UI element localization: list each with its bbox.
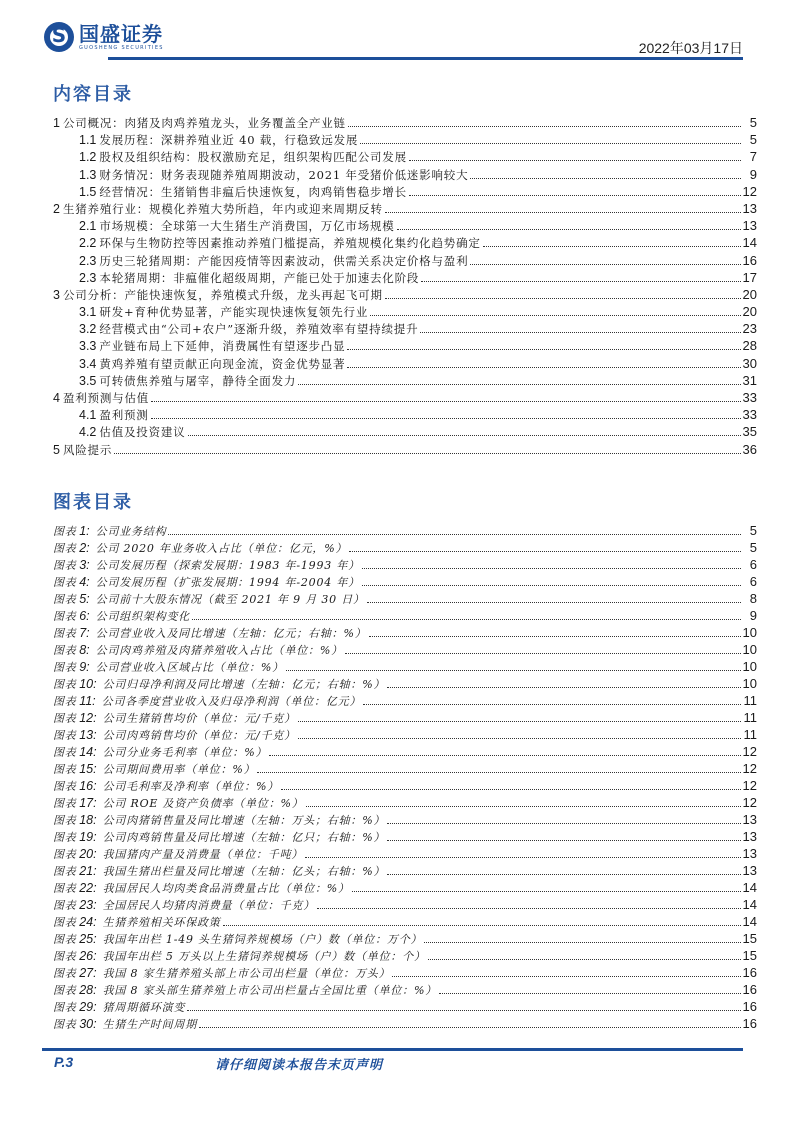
figure-page: 16	[742, 982, 757, 997]
figure-number: 21:	[79, 864, 97, 878]
figure-entry[interactable]	[53, 522, 757, 539]
figure-entry[interactable]	[53, 624, 757, 641]
leader-dots	[362, 568, 741, 569]
leader-dots	[387, 823, 740, 824]
leader-dots	[420, 332, 740, 333]
figure-entry[interactable]	[53, 760, 757, 777]
leader-dots	[151, 418, 741, 419]
figure-number: 9:	[79, 660, 90, 674]
disclaimer-note: 请仔细阅读本报告末页声明	[215, 1058, 384, 1073]
toc-entry-number: 4	[53, 391, 60, 405]
leader-dots	[387, 687, 740, 688]
leader-dots	[387, 840, 740, 841]
figure-number: 7:	[79, 626, 90, 640]
figure-entry[interactable]	[53, 998, 757, 1015]
leader-dots	[352, 891, 741, 892]
leader-dots	[347, 367, 740, 368]
logo-english-name: GUOSHENG SECURITIES	[79, 44, 164, 51]
toc-entry-page: 16	[742, 252, 757, 268]
figure-title: 我国居民人均肉类食品消费量占比（单位：%）	[102, 882, 350, 895]
figure-title: 公司归母净利润及同比增速（左轴：亿元；右轴：%）	[102, 678, 386, 691]
page-header	[0, 0, 793, 62]
figure-entry[interactable]	[53, 811, 757, 828]
figure-page: 10	[742, 642, 757, 657]
logo-chinese-name: 国盛证券	[79, 21, 163, 46]
toc-entry[interactable]	[53, 303, 757, 320]
figure-page: 10	[742, 676, 757, 691]
figure-page: 13	[742, 812, 757, 827]
leader-dots	[483, 246, 741, 247]
figure-label: 图表	[53, 678, 77, 691]
figure-title: 我国 8 家头部生猪养殖上市公司出栏量占全国比重（单位：%）	[102, 984, 438, 997]
figure-page: 13	[742, 829, 757, 844]
toc-entry-title: 黄鸡养殖有望贡献正向现金流，资金优势显著	[99, 356, 346, 371]
figure-number: 16:	[79, 779, 97, 793]
figure-number: 12:	[79, 711, 97, 725]
figure-label: 图表	[53, 950, 77, 963]
figure-page: 13	[742, 863, 757, 878]
toc-entry-number: 3.1	[79, 305, 97, 320]
toc-entry-number: 3	[53, 287, 60, 302]
leader-dots	[223, 925, 741, 926]
figure-number: 27:	[79, 966, 97, 980]
figure-label: 图表	[53, 542, 77, 555]
figure-title: 公司期间费用率（单位：%）	[102, 763, 256, 776]
toc-entry-title: 盈利预测	[99, 408, 149, 423]
toc-entry-page: 33	[742, 407, 757, 423]
toc-entry-title: 经营情况：生猪销售非瘟后快速恢复，肉鸡销售稳步增长	[99, 184, 407, 199]
figure-entry[interactable]	[53, 913, 757, 930]
figure-number: 6:	[79, 609, 90, 623]
figure-number: 13:	[79, 728, 97, 742]
figure-entry[interactable]	[53, 607, 757, 624]
figure-title: 公司发展历程（扩张发展期：1994 年-2004 年）	[95, 576, 360, 589]
toc-entry-page: 12	[742, 183, 757, 199]
figure-number: 19:	[79, 830, 97, 844]
figure-entry[interactable]	[53, 794, 757, 811]
figure-title: 我国年出栏 5 万头以上生猪饲养规模场（户）数（单位：个）	[102, 950, 426, 963]
toc-entry-page: 31	[742, 372, 757, 388]
figure-label: 图表	[53, 525, 77, 538]
figure-entry[interactable]	[53, 777, 757, 794]
leader-dots	[421, 281, 740, 282]
figure-title: 公司 ROE 及资产负债率（单位：%）	[102, 797, 304, 810]
figure-title: 我国生猪出栏量及同比增速（左轴：亿头；右轴：%）	[102, 865, 386, 878]
figure-entry[interactable]	[53, 590, 757, 607]
figure-page: 10	[742, 659, 757, 674]
leader-dots	[424, 942, 740, 943]
figure-page: 12	[742, 761, 757, 776]
leader-dots	[385, 298, 741, 299]
figure-label: 图表	[53, 865, 77, 878]
figure-page: 11	[743, 727, 757, 742]
figure-label: 图表	[53, 882, 77, 895]
figure-page: 15	[742, 931, 757, 946]
figure-label: 图表	[53, 644, 77, 657]
figure-number: 30:	[79, 1017, 97, 1031]
figure-label: 图表	[53, 916, 77, 929]
toc-entry-title: 历史三轮猪周期：产能因疫情等因素波动，供需关系决定价格与盈利	[99, 253, 469, 268]
figure-number: 25:	[79, 932, 97, 946]
figure-page: 12	[742, 778, 757, 793]
figure-page: 15	[742, 948, 757, 963]
leader-dots	[367, 602, 741, 603]
toc-entry-page: 36	[742, 441, 757, 457]
toc-entry[interactable]	[53, 423, 757, 440]
figure-number: 4:	[79, 575, 90, 589]
leader-dots	[168, 534, 741, 535]
figure-number: 22:	[79, 881, 97, 895]
toc-entry-title: 环保与生物防控等因素推动养殖门槛提高，养殖规模化集约化趋势确定	[99, 236, 481, 251]
figure-page: 16	[742, 999, 757, 1014]
figure-label: 图表	[53, 780, 77, 793]
figure-page: 11	[743, 710, 757, 725]
figure-label: 图表	[53, 593, 77, 606]
figure-entry[interactable]	[53, 726, 757, 743]
figure-label: 图表	[53, 695, 77, 708]
figure-number: 29:	[79, 1000, 97, 1014]
figure-page: 10	[742, 625, 757, 640]
toc-entry-title: 可转债焦养殖与屠宰，静待全面发力	[99, 373, 297, 388]
toc-entry-page: 5	[749, 132, 757, 148]
figure-number: 8:	[79, 643, 90, 657]
leader-dots	[349, 551, 741, 552]
figure-label: 图表	[53, 797, 77, 810]
figure-title: 公司业务结构	[95, 525, 167, 538]
toc-entry-page: 5	[749, 115, 757, 130]
figure-page: 16	[742, 965, 757, 980]
figure-number: 10:	[79, 677, 97, 691]
table-of-contents	[53, 114, 757, 458]
figure-label: 图表	[53, 848, 77, 861]
toc-entry-page: 20	[742, 304, 757, 320]
figure-number: 18:	[79, 813, 97, 827]
toc-entry-number: 1.3	[79, 167, 97, 182]
figure-number: 14:	[79, 745, 97, 759]
logo-s-icon	[44, 22, 74, 52]
toc-entry[interactable]	[53, 269, 757, 286]
figure-entry[interactable]	[53, 879, 757, 896]
figure-label: 图表	[53, 746, 77, 759]
figure-title: 公司发展历程（探索发展期：1983 年-1993 年）	[95, 559, 360, 572]
leader-dots	[345, 653, 741, 654]
figure-page: 11	[743, 693, 757, 708]
toc-entry-title: 本轮猪周期：非瘟催化超级周期，产能已处于加速去化阶段	[99, 270, 420, 285]
figure-page: 14	[742, 914, 757, 929]
leader-dots	[317, 908, 741, 909]
leader-dots	[362, 585, 741, 586]
figure-entry[interactable]	[53, 539, 757, 556]
toc-entry-title: 公司概况：肉猪及肉鸡养殖龙头，业务覆盖全产业链	[62, 116, 346, 130]
figure-title: 公司肉鸡销售量及同比增速（左轴：亿只；右轴：%）	[102, 831, 386, 844]
leader-dots	[370, 315, 740, 316]
leader-dots	[428, 959, 741, 960]
toc-entry[interactable]	[53, 441, 757, 458]
figure-title: 公司营业收入及同比增速（左轴：亿元；右轴：%）	[95, 627, 367, 640]
toc-entry-number: 1.2	[79, 150, 97, 165]
toc-entry-page: 9	[749, 166, 757, 182]
figure-label: 图表	[53, 610, 77, 623]
toc-entry[interactable]	[53, 166, 757, 183]
figure-page: 5	[749, 540, 757, 555]
leader-dots	[387, 874, 740, 875]
leader-dots	[257, 772, 740, 773]
toc-entry-title: 生猪养殖行业：规模化养殖大势所趋，年内或迎来周期反转	[62, 201, 383, 216]
figure-page: 6	[749, 557, 757, 572]
figure-entry[interactable]	[53, 675, 757, 692]
header-divider	[108, 57, 743, 60]
figure-label: 图表	[53, 661, 77, 674]
toc-entry-title: 公司分析：产能快速恢复，养殖模式升级，龙头再起飞可期	[62, 287, 383, 302]
figure-entry[interactable]	[53, 964, 757, 981]
toc-entry[interactable]	[53, 337, 757, 354]
figure-number: 15:	[79, 762, 97, 776]
leader-dots	[114, 453, 740, 454]
toc-entry-page: 28	[742, 338, 757, 354]
leader-dots	[298, 738, 741, 739]
list-of-figures	[53, 522, 757, 1032]
toc-entry-number: 4.2	[79, 425, 97, 440]
figures-title: 图表目录	[53, 492, 133, 513]
figure-label: 图表	[53, 1001, 77, 1014]
leader-dots	[269, 755, 740, 756]
leader-dots	[187, 1010, 740, 1011]
leader-dots	[363, 704, 741, 705]
report-date: 2022年03月17日	[638, 40, 743, 56]
figure-title: 公司肉鸡销售均价（单位：元/千克）	[102, 729, 296, 742]
toc-entry-page: 20	[742, 286, 757, 302]
figure-number: 2:	[79, 541, 90, 555]
figure-page: 14	[742, 880, 757, 895]
figure-entry[interactable]	[53, 828, 757, 845]
figure-label: 图表	[53, 576, 77, 589]
figure-label: 图表	[53, 712, 77, 725]
toc-entry[interactable]	[53, 114, 757, 131]
leader-dots	[298, 384, 740, 385]
figure-title: 公司毛利率及净利率（单位：%）	[102, 780, 280, 793]
toc-entry-page: 7	[749, 149, 757, 165]
figure-page: 14	[742, 897, 757, 912]
figure-title: 公司肉鸡养殖及肉猪养殖收入占比（单位：%）	[95, 644, 343, 657]
toc-entry-number: 3.5	[79, 373, 97, 388]
toc-entry[interactable]	[53, 372, 757, 389]
leader-dots	[397, 229, 741, 230]
toc-entry-number: 3.3	[79, 339, 97, 354]
figure-title: 公司肉猪销售量及同比增速（左轴：万头；右轴：%）	[102, 814, 386, 827]
leader-dots	[409, 160, 741, 161]
figure-entry[interactable]	[53, 930, 757, 947]
figure-title: 公司营业收入区域占比（单位：%）	[95, 661, 284, 674]
figure-entry[interactable]	[53, 896, 757, 913]
figure-page: 9	[749, 608, 757, 623]
figure-number: 20:	[79, 847, 97, 861]
figure-label: 图表	[53, 627, 77, 640]
leader-dots	[286, 670, 741, 671]
leader-dots	[306, 806, 741, 807]
figure-page: 8	[749, 591, 757, 606]
toc-entry-title: 市场规模：全球第一大生猪生产消费国，万亿市场规模	[99, 219, 395, 234]
leader-dots	[470, 178, 741, 179]
leader-dots	[360, 143, 741, 144]
toc-entry[interactable]	[53, 200, 757, 217]
toc-entry[interactable]	[53, 389, 757, 406]
toc-entry-page: 30	[742, 355, 757, 371]
toc-entry-number: 3.4	[79, 356, 97, 371]
page-number: P.3	[54, 1054, 74, 1070]
figure-number: 23:	[79, 898, 97, 912]
figure-entry[interactable]	[53, 692, 757, 709]
toc-entry-page: 13	[742, 218, 757, 234]
figure-entry[interactable]	[53, 709, 757, 726]
figure-title: 公司各季度营业收入及归母净利润（单位：亿元）	[101, 695, 362, 708]
figure-label: 图表	[53, 984, 77, 997]
figure-title: 我国猪肉产量及消费量（单位：千吨）	[102, 848, 304, 861]
toc-entry-number: 2.2	[79, 236, 97, 251]
toc-entry-title: 研发+育种优势显著，产能实现快速恢复领先行业	[99, 305, 369, 320]
figure-entry[interactable]	[53, 1015, 757, 1032]
leader-dots	[298, 721, 741, 722]
figure-entry[interactable]	[53, 743, 757, 760]
toc-entry-number: 1.5	[79, 184, 97, 199]
figure-title: 公司 2020 年业务收入占比（单位：亿元，%）	[95, 542, 348, 555]
figure-title: 我国年出栏 1-49 头生猪饲养规模场（户）数（单位：万个）	[102, 933, 423, 946]
figure-label: 图表	[53, 967, 77, 980]
toc-entry[interactable]	[53, 320, 757, 337]
toc-entry[interactable]	[53, 131, 757, 148]
toc-entry-page: 17	[742, 269, 757, 285]
figure-label: 图表	[53, 1018, 77, 1031]
toc-entry[interactable]	[53, 217, 757, 234]
leader-dots	[409, 195, 741, 196]
figure-label: 图表	[53, 831, 77, 844]
toc-entry-number: 2	[53, 201, 60, 216]
leader-dots	[188, 435, 741, 436]
toc-entry-title: 股权及组织结构：股权激励充足，组织架构匹配公司发展	[99, 150, 407, 165]
toc-entry[interactable]	[53, 355, 757, 372]
figure-label: 图表	[53, 814, 77, 827]
toc-entry-title: 产业链布局上下延伸，消费属性有望逐步凸显	[99, 339, 346, 354]
figure-number: 3:	[79, 558, 90, 572]
leader-dots	[348, 126, 741, 127]
figure-page: 6	[749, 574, 757, 589]
figure-entry[interactable]	[53, 947, 757, 964]
toc-entry-page: 23	[742, 321, 757, 337]
toc-entry-title: 财务情况：财务表现随养殖周期波动，2021 年受猪价低迷影响较大	[99, 167, 469, 182]
toc-entry-number: 1	[53, 116, 60, 130]
figure-entry[interactable]	[53, 573, 757, 590]
toc-entry[interactable]	[53, 148, 757, 165]
toc-entry[interactable]	[53, 406, 757, 423]
figure-number: 17:	[79, 796, 97, 810]
leader-dots	[439, 993, 740, 994]
figure-title: 公司生猪销售均价（单位：元/千克）	[102, 712, 296, 725]
leader-dots	[192, 619, 741, 620]
figure-label: 图表	[53, 899, 77, 912]
toc-entry-title: 风险提示	[62, 442, 113, 457]
toc-entry[interactable]	[53, 252, 757, 269]
figure-number: 5:	[79, 592, 90, 606]
toc-entry-page: 35	[742, 424, 757, 440]
figure-number: 26:	[79, 949, 97, 963]
leader-dots	[470, 264, 740, 265]
figure-title: 生猪生产时间周期	[102, 1018, 197, 1031]
figure-label: 图表	[53, 763, 77, 776]
figure-entry[interactable]	[53, 658, 757, 675]
leader-dots	[385, 212, 741, 213]
figure-page: 13	[742, 846, 757, 861]
figure-label: 图表	[53, 933, 77, 946]
toc-entry-number: 5	[53, 442, 60, 457]
toc-entry-title: 发展历程：深耕养殖业近 40 载，行稳致远发展	[99, 133, 359, 148]
leader-dots	[392, 976, 740, 977]
figure-title: 公司分业务毛利率（单位：%）	[102, 746, 268, 759]
toc-title: 内容目录	[53, 84, 133, 105]
leader-dots	[199, 1027, 741, 1028]
figure-entry[interactable]	[53, 845, 757, 862]
figure-title: 我国 8 家生猪养殖头部上市公司出栏量（单位：万头）	[102, 967, 391, 980]
toc-entry[interactable]	[53, 286, 757, 303]
toc-entry-number: 4.1	[79, 408, 97, 423]
toc-entry[interactable]	[53, 183, 757, 200]
figure-page: 5	[749, 523, 757, 538]
leader-dots	[151, 401, 740, 402]
figure-title: 生猪养殖相关环保政策	[102, 916, 221, 929]
toc-entry-page: 33	[742, 390, 757, 405]
toc-entry-number: 2.1	[79, 219, 97, 234]
toc-entry-page: 13	[742, 200, 757, 216]
figure-entry[interactable]	[53, 556, 757, 573]
leader-dots	[369, 636, 741, 637]
toc-entry[interactable]	[53, 234, 757, 251]
toc-entry-page: 14	[742, 235, 757, 251]
footer-divider	[42, 1048, 743, 1051]
figure-page: 12	[742, 744, 757, 759]
leader-dots	[347, 349, 740, 350]
figure-entry[interactable]	[53, 862, 757, 879]
company-logo	[44, 22, 164, 52]
toc-entry-title: 盈利预测与估值	[62, 391, 150, 405]
figure-number: 24:	[79, 915, 97, 929]
figure-label: 图表	[53, 559, 77, 572]
leader-dots	[305, 857, 740, 858]
toc-entry-number: 2.3	[79, 253, 97, 268]
figure-entry[interactable]	[53, 981, 757, 998]
figure-number: 11:	[79, 694, 96, 708]
leader-dots	[281, 789, 740, 790]
figure-number: 1:	[79, 524, 90, 538]
figure-title: 全国居民人均猪肉消费量（单位：千克）	[102, 899, 315, 912]
toc-entry-number: 3.2	[79, 322, 97, 337]
toc-entry-title: 经营模式由“公司+农户”逐渐升级，养殖效率有望持续提升	[99, 322, 419, 337]
figure-page: 16	[742, 1016, 757, 1031]
figure-label: 图表	[53, 729, 77, 742]
toc-entry-number: 2.3	[79, 270, 97, 285]
toc-entry-number: 1.1	[79, 133, 97, 148]
figure-title: 公司组织架构变化	[95, 610, 191, 623]
figure-entry[interactable]	[53, 641, 757, 658]
figure-title: 猪周期循环演变	[102, 1001, 186, 1014]
toc-entry-title: 估值及投资建议	[99, 425, 186, 440]
figure-number: 28:	[79, 983, 97, 997]
figure-title: 公司前十大股东情况（截至 2021 年 9 月 30 日）	[95, 593, 365, 606]
figure-page: 12	[742, 795, 757, 810]
